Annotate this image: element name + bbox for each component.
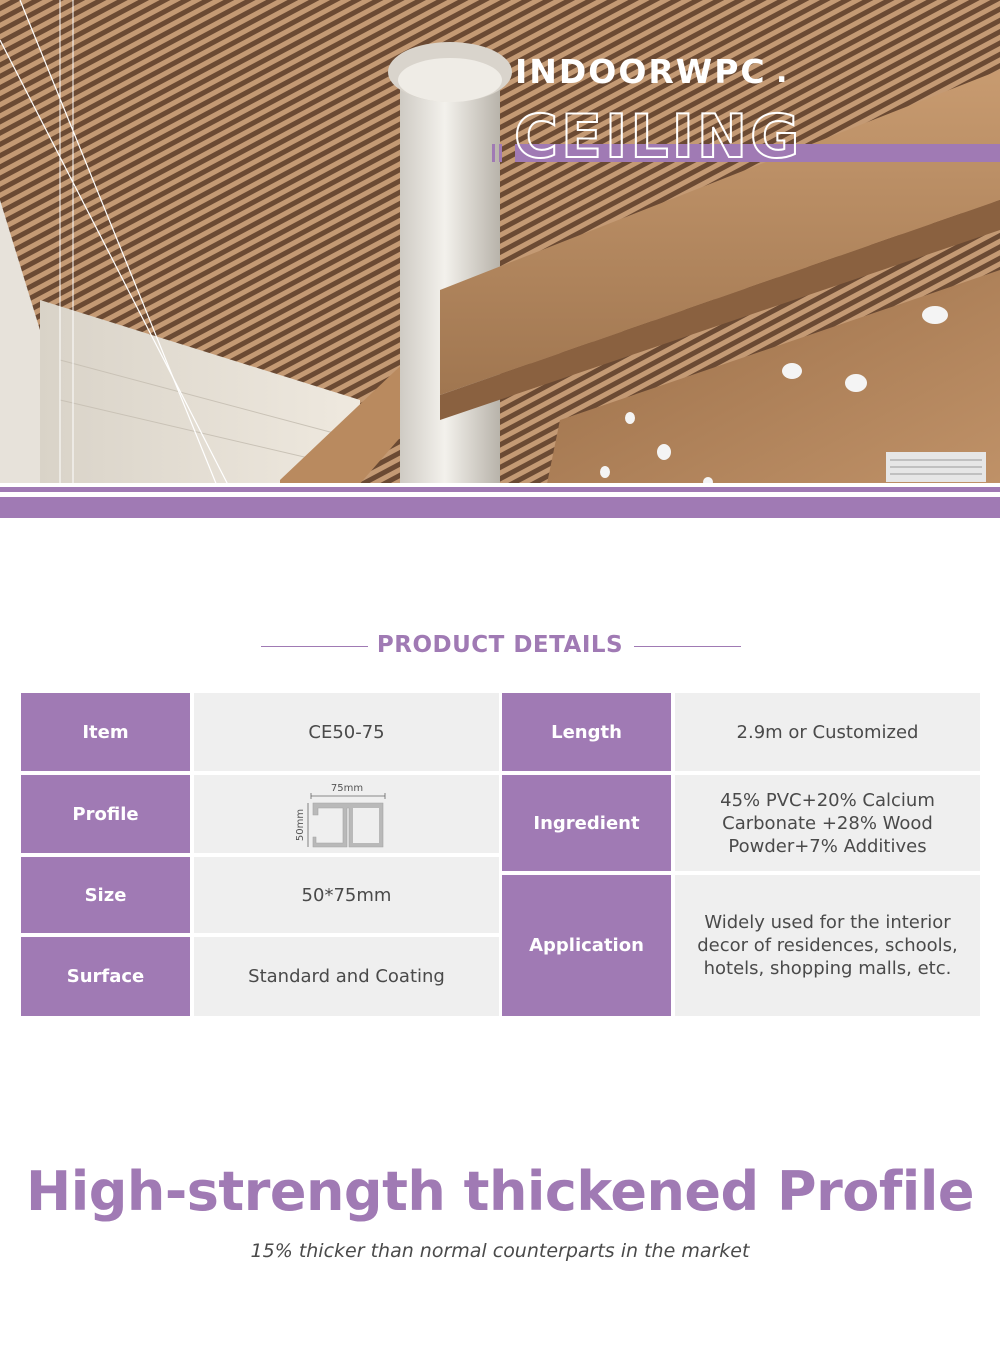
feature-title: High-strength thickened Profile <box>26 1160 974 1223</box>
label-surface: Surface <box>21 937 190 1016</box>
profile-height-label: 50mm <box>294 808 306 842</box>
label-item: Item <box>21 693 190 771</box>
value-size: 50*75mm <box>194 857 499 933</box>
brand-name: INDOORWPC <box>515 52 767 91</box>
accent-ticks <box>492 144 512 162</box>
profile-width-label: 75mm <box>330 783 363 794</box>
title-rule-right <box>634 646 741 647</box>
label-size: Size <box>21 857 190 933</box>
section-title: PRODUCT DETAILS <box>376 632 624 658</box>
hero-banner <box>0 0 1000 518</box>
feature-subtitle: 15% thicker than normal counterparts in the market <box>250 1240 750 1262</box>
brand-dot: . <box>776 55 788 90</box>
product-name: CEILING <box>514 102 803 172</box>
label-profile: Profile <box>21 775 190 853</box>
label-ingredient: Ingredient <box>502 775 671 871</box>
value-item: CE50-75 <box>194 693 499 771</box>
value-surface: Standard and Coating <box>194 937 499 1016</box>
profile-diagram <box>294 779 397 849</box>
value-profile <box>194 775 499 853</box>
value-application: Widely used for the interior decor of residences, schools, hotels, shopping malls, etc. <box>675 875 980 1016</box>
value-length: 2.9m or Customized <box>675 693 980 771</box>
ceiling-photo <box>0 0 1000 518</box>
label-length: Length <box>502 693 671 771</box>
label-application: Application <box>502 875 671 1016</box>
value-ingredient: 45% PVC+20% Calcium Carbonate +28% Wood Powder+7% Additives <box>675 775 980 871</box>
